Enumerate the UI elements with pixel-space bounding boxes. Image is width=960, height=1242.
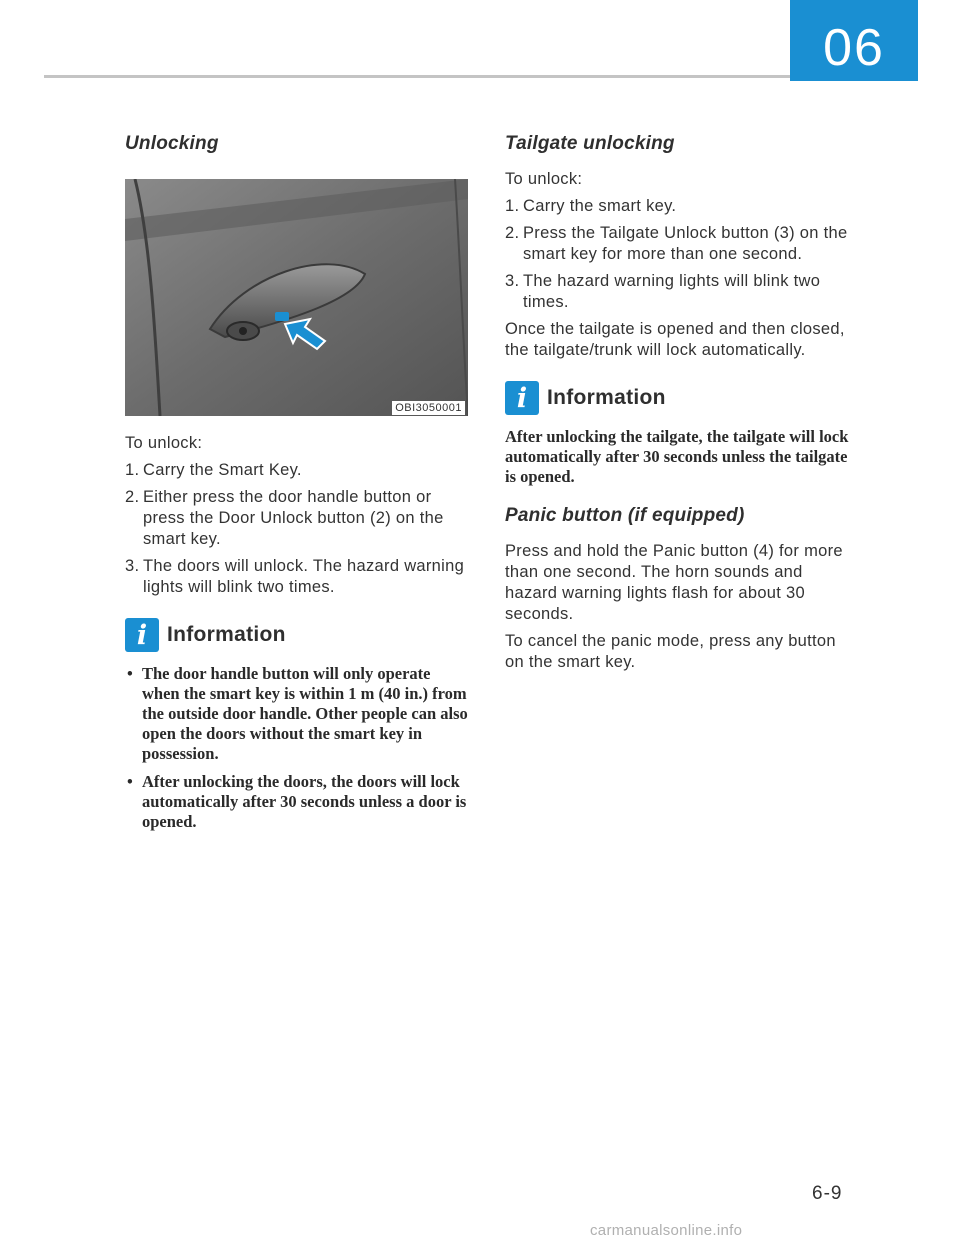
panic-paragraph-1: Press and hold the Panic button (4) for more than one second. The horn sounds and hazard warning lights flash for about 30 seconds. — [505, 542, 843, 623]
info-header-right — [505, 381, 850, 415]
info-title: Information — [167, 623, 286, 646]
tailgate-note: Once the tailgate is opened and then closed, the tailgate/trunk will lock automatically. — [505, 320, 845, 359]
unlocking-heading: Unlocking — [125, 133, 219, 154]
panic-paragraph-2: To cancel the panic mode, press any button on the smart key. — [505, 632, 836, 671]
list-item: 1. Carry the Smart Key. — [125, 461, 302, 479]
list-item: 2. Either press the door handle button or press the Door Unlock button (2) on the smart key. — [125, 488, 444, 548]
list-item: • After unlocking the doors, the doors will lock automatically after 30 seconds unless a door is opened. — [127, 772, 467, 831]
info-body-right — [505, 427, 850, 487]
info-icon: i — [125, 618, 159, 652]
info-text: After unlocking the tailgate, the tailgate will lock automatically after 30 seconds unless the tailgate is opened. — [505, 427, 849, 486]
list-item: • The door handle button will only operate when the smart key is within 1 m (40 in.) from the outside door handle. Other people can also open the doors without the smart key in possession. — [127, 664, 468, 763]
header-rule — [44, 75, 790, 78]
left-column — [125, 133, 470, 840]
right-column — [505, 133, 850, 679]
tailgate-steps — [505, 196, 850, 313]
unlock-intro: To unlock: — [125, 434, 203, 452]
door-handle-figure — [125, 179, 468, 416]
door-handle-illustration — [125, 179, 468, 416]
figure-code: OBI3050001 — [392, 401, 465, 415]
panic-heading: Panic button (if equipped) — [505, 505, 745, 526]
chapter-tab: 06 — [790, 0, 918, 81]
list-item: 1. Carry the smart key. — [505, 197, 677, 215]
info-icon: i — [505, 381, 539, 415]
info-header-left — [125, 618, 470, 652]
list-item: 2. Press the Tailgate Unlock button (3) on the smart key for more than one second. — [505, 224, 848, 263]
info-title: Information — [547, 386, 666, 409]
unlock-steps — [125, 460, 470, 598]
info-body-left — [125, 664, 470, 832]
page-number: 6-9 — [812, 1183, 843, 1204]
list-item: 3. The doors will unlock. The hazard warning lights will blink two times. — [125, 557, 465, 596]
tailgate-heading: Tailgate unlocking — [505, 133, 675, 154]
list-item: 3. The hazard warning lights will blink two times. — [505, 272, 821, 311]
tailgate-intro: To unlock: — [505, 170, 583, 188]
watermark: carmanualsonline.info — [590, 1222, 743, 1239]
